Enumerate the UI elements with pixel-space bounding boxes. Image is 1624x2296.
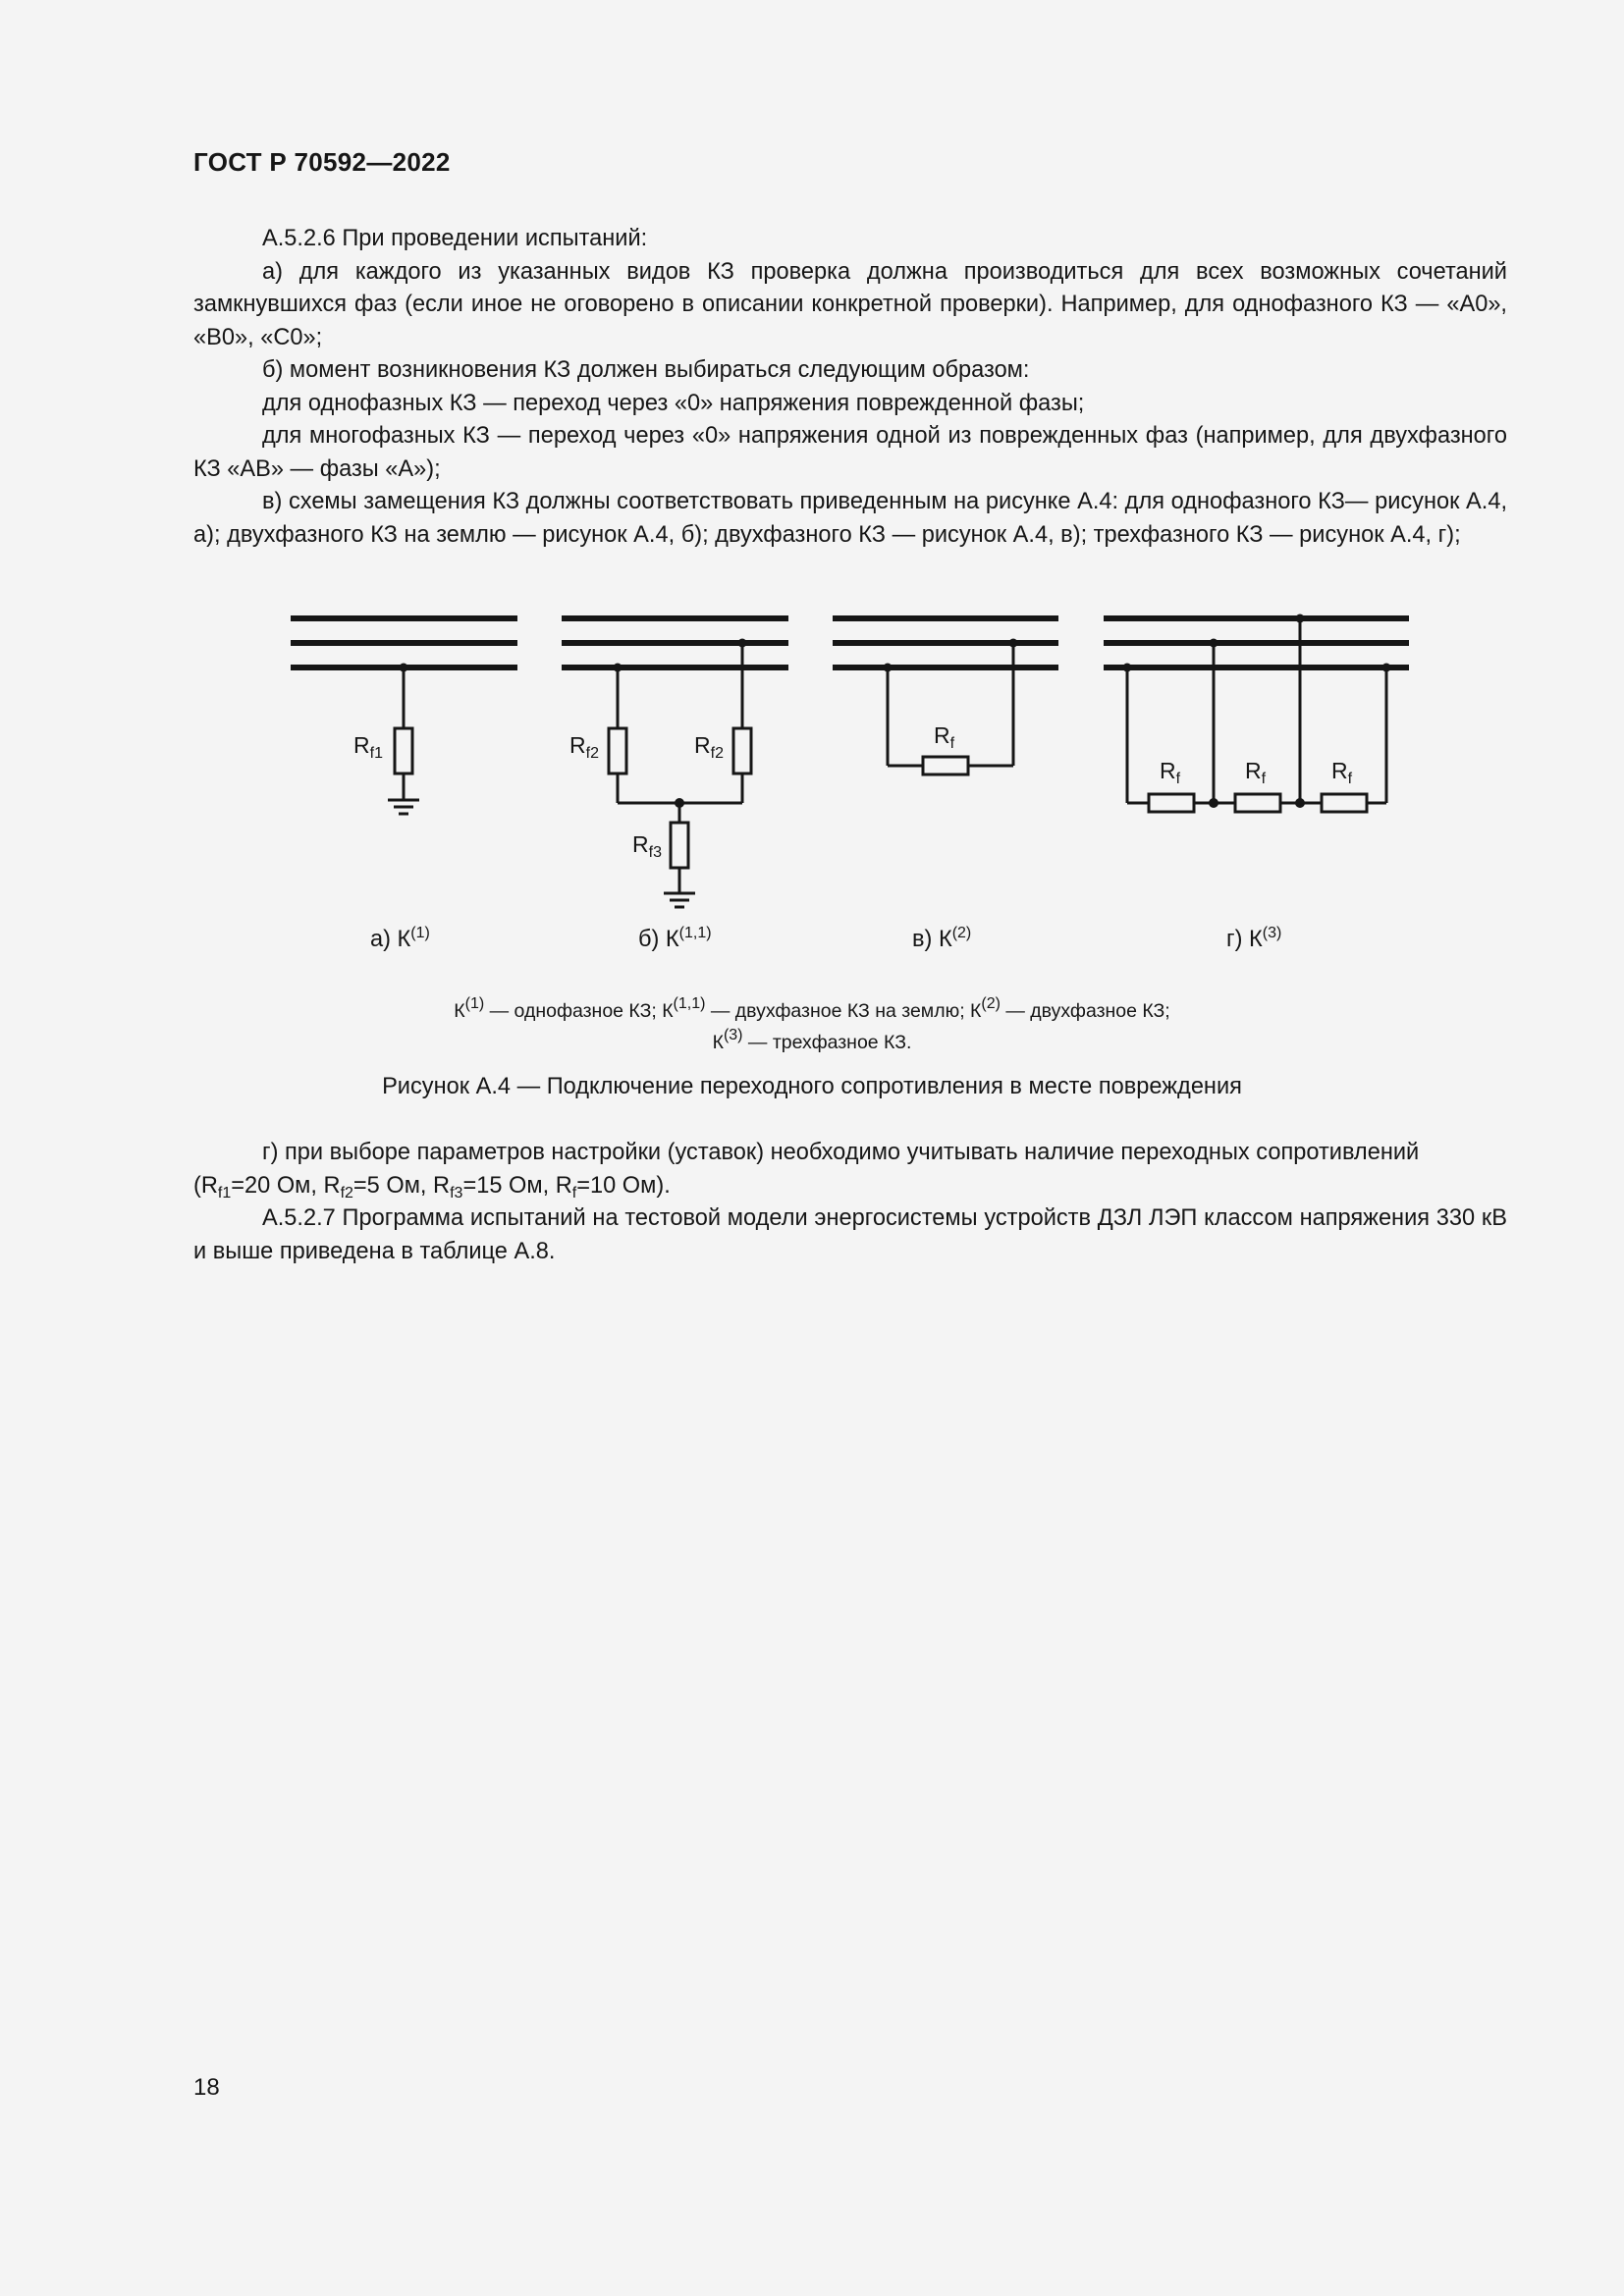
- figure-caption: Рисунок А.4 — Подключение переходного сопротивления в месте повреждения: [382, 1074, 1242, 1099]
- subfigure-label-a: а) $К^{(1)}$: [370, 925, 430, 952]
- resistor-rf-c: [923, 757, 968, 774]
- page-number: 18: [193, 2074, 220, 2101]
- resistor-label-rf3: $R_{f3}$: [632, 831, 662, 861]
- resistor-label-rf2-left: $R_{f2}$: [569, 732, 599, 762]
- resistor-label-rf-d3: $R_f$: [1331, 758, 1353, 787]
- figure-legend-line1: $К^{(1)}$ — однофазное КЗ; К$^{(1,1)}$ — двухфазное КЗ на землю; $К^{(2)}$ — двухфазное КЗ;: [454, 995, 1170, 1022]
- diagram-c-two-phase: [833, 618, 1058, 774]
- paragraph-resistance-values: ($R_{f1}=20$ Ом, $R_{f2}=5$ Ом, $R_{f3}=15$ Ом, $R_f=10$ Ом).: [193, 1172, 671, 1201]
- ground-icon: [664, 893, 695, 907]
- figure-legend-line2: $К^{(3)}$ — трехфазное КЗ.: [712, 1027, 912, 1053]
- paragraph: г) при выборе параметров настройки (уставок) необходимо учитывать наличие переходных сопротивлений: [262, 1140, 1420, 1165]
- circuit-diagrams: [0, 589, 1624, 1001]
- paragraph: А.5.2.7 Программа испытаний на тестовой модели энергосистемы устройств ДЗЛ ЛЭП классом напряжения 330 кВ и выше приведена в таблице А.8.: [193, 1205, 1507, 1264]
- diagram-a-single-phase: [291, 618, 517, 814]
- subfigure-label-d: г) $К^{(3)}$: [1226, 925, 1282, 952]
- subfigure-label-c: в) $К^{(2)}$: [912, 925, 972, 952]
- ground-icon: [388, 800, 419, 814]
- resistor-rf-d3: [1322, 794, 1367, 812]
- resistor-label-rf-d1: $R_f$: [1160, 758, 1181, 787]
- resistor-rf-d2: [1235, 794, 1280, 812]
- resistor-rf1: [395, 728, 412, 774]
- document-header: ГОСТ Р 70592—2022: [193, 147, 451, 177]
- resistor-rf2-left: [609, 728, 626, 774]
- figure-a4: [0, 589, 1624, 1099]
- resistor-label-rf2-right: $R_{f2}$: [694, 732, 724, 762]
- resistor-label-rf-d2: $R_f$: [1245, 758, 1267, 787]
- paragraph: в) схемы замещения КЗ должны соответствовать приведенным на рисунке А.4: для однофазного КЗ— рисунок А.4, а); двухфазного КЗ на землю — рисунок А.4, б); двухфазного КЗ — рисунок А.4, в); трехфазного КЗ — рисунок А.4, г);: [193, 489, 1507, 548]
- resistor-label-rf-c: $R_f$: [934, 722, 955, 752]
- resistor-rf-d1: [1149, 794, 1194, 812]
- diagram-b-two-phase-ground: [562, 618, 788, 907]
- paragraph: для многофазных КЗ — переход через «0» напряжения одной из поврежденных фаз (например, для двухфазного КЗ «АВ» — фазы «А»);: [193, 423, 1507, 482]
- resistor-label-rf1: $R_{f1}$: [353, 732, 383, 762]
- paragraph: для однофазных КЗ — переход через «0» напряжения поврежденной фазы;: [262, 390, 1085, 416]
- section-a526: [193, 223, 1507, 552]
- resistor-rf3: [671, 823, 688, 868]
- paragraph: А.5.2.6 При проведении испытаний:: [262, 226, 648, 251]
- paragraph: а) для каждого из указанных видов КЗ проверка должна производиться для всех возможных сочетаний замкнувшихся фаз (если иное не оговорено в описании конкретной проверки). Например, для однофазного КЗ — «А0», «В0», «С0»;: [193, 258, 1507, 350]
- subfigure-label-b: б) К$^{(1,1)}$: [638, 925, 712, 952]
- section-after-figure: [193, 1137, 1507, 1268]
- paragraph: б) момент возникновения КЗ должен выбираться следующим образом:: [262, 357, 1030, 383]
- resistor-rf2-right: [733, 728, 751, 774]
